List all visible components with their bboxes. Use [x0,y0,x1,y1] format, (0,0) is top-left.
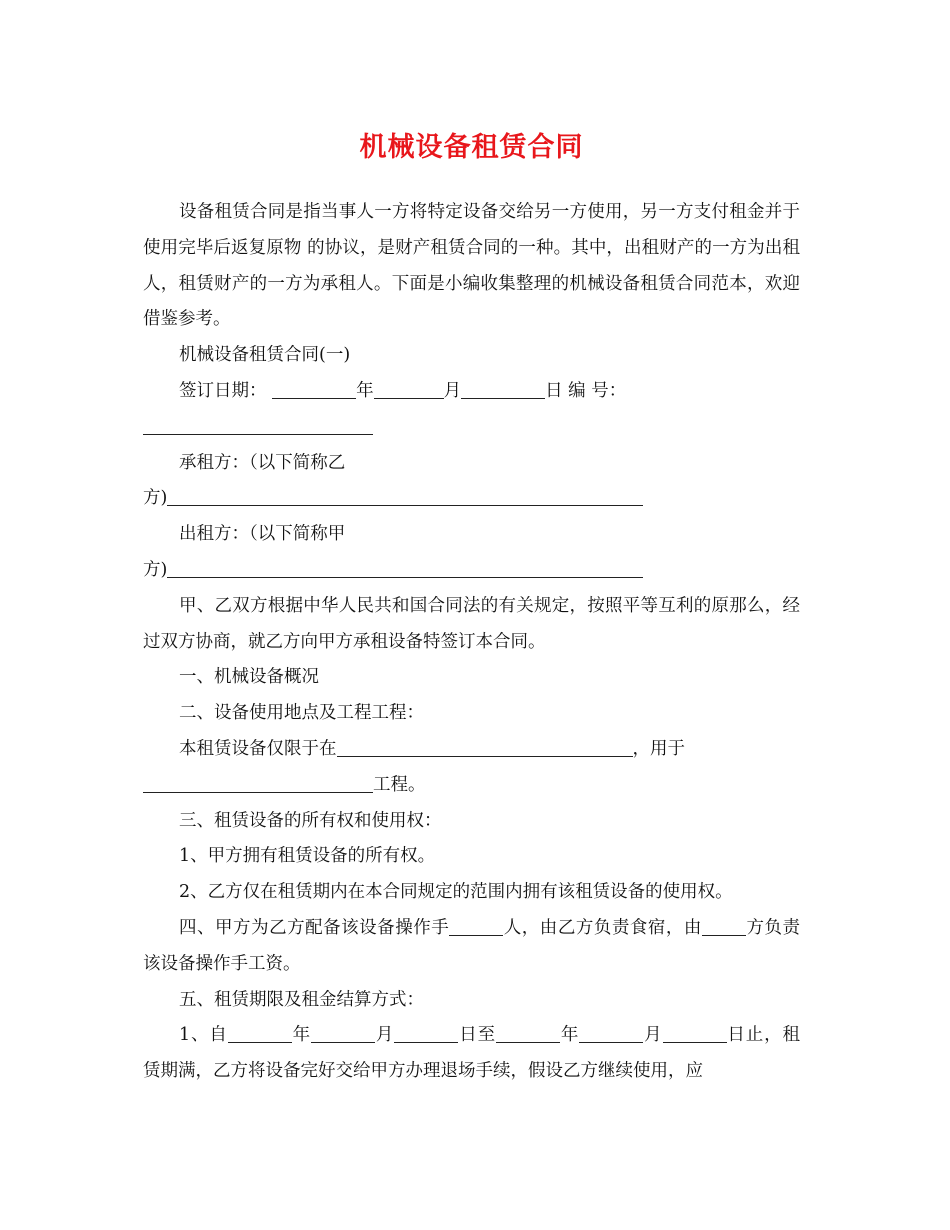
lessee-end: 方) [143,488,168,509]
section-one: 一、机械设备概况 [179,667,319,688]
start-day-blank[interactable] [394,1022,458,1043]
section-four [143,911,800,983]
operator-count-blank[interactable] [449,915,503,936]
item-3-1: 1、甲方拥有租赁设备的所有权。 [179,846,436,867]
item-3-2: 2、乙方仅在租赁期内在本合同规定的范围内拥有该租赁设备的使用权。 [179,882,733,903]
start-year-blank[interactable] [228,1022,292,1043]
sign-date-line [143,374,800,410]
contract-number-line [143,410,800,446]
item-5-1-to: 日至 [458,1025,496,1046]
intro-paragraph: 设备租赁合同是指当事人一方将特定设备交给另一方使用，另一方支付租金并于使用完毕后返复原物 的协议，是财产租赁合同的一种。其中，出租财产的一方为出租人，租赁财产的一方为承租人。下面是小编收集整理的机械设备租赁合同范本，欢迎借鉴参考。 [143,202,800,330]
section-three: 三、租赁设备的所有权和使用权： [179,810,442,831]
item-5-1 [143,1018,800,1090]
document-title: 机械设备租赁合同 [359,132,584,163]
start-month-label: 月 [375,1025,395,1046]
lessor-blank[interactable] [167,557,643,578]
section-four-b: 人，由乙方负责食宿，由 [503,917,702,938]
end-day-blank[interactable] [663,1022,727,1043]
month-label: 月 [443,380,462,401]
year-blank[interactable] [272,378,356,399]
location-line [143,732,800,768]
section-four-a: 四、甲方为乙方配备该设备操作手 [179,917,450,938]
lessor-line [143,553,800,589]
section-four-c: 方负责该设备操作手工资。 [143,917,801,974]
lessee-line [143,481,800,517]
end-year-blank[interactable] [496,1022,560,1043]
location-end: 工程。 [373,774,426,795]
sign-date-label: 签订日期： [179,380,267,401]
day-number-label: 日 编 号： [545,380,627,401]
item-5-1-prefix: 1、自 [179,1025,228,1046]
location-blank[interactable] [337,736,633,757]
start-year-label: 年 [291,1025,312,1046]
end-year-label: 年 [559,1025,580,1046]
section-five: 五、租赁期限及租金结算方式： [179,989,424,1010]
project-blank[interactable] [143,772,373,793]
location-mid: ，用于 [632,738,685,759]
wage-party-blank[interactable] [702,915,746,936]
lessee-label: 承租方：（以下简称乙 [179,452,346,473]
month-blank[interactable] [374,378,444,399]
section-two: 二、设备使用地点及工程工程： [179,703,424,724]
location-prefix: 本租赁设备仅限于在 [179,738,337,759]
year-label: 年 [356,380,374,401]
end-month-blank[interactable] [579,1022,643,1043]
lessee-blank[interactable] [167,485,643,506]
day-blank[interactable] [461,378,545,399]
item-5-1-rest: 止，租赁期满，乙方将设备完好交给甲方办理退场手续，假设乙方继续使用，应 [143,1025,801,1082]
project-line [143,768,800,804]
start-month-blank[interactable] [311,1022,375,1043]
contract-heading-one: 机械设备租赁合同(一) [179,345,351,366]
agreement-paragraph: 甲、乙双方根据中华人民共和国合同法的有关规定，按照平等互利的原那么，经过双方协商，就乙方向甲方承租设备特签订本合同。 [143,595,800,652]
end-month-label: 月 [643,1025,663,1046]
contract-number-blank[interactable] [143,414,373,435]
lessor-end: 方) [143,559,168,580]
lessor-label: 出租方：（以下简称甲 [179,524,346,545]
item-5-1-day: 日 [726,1025,746,1046]
